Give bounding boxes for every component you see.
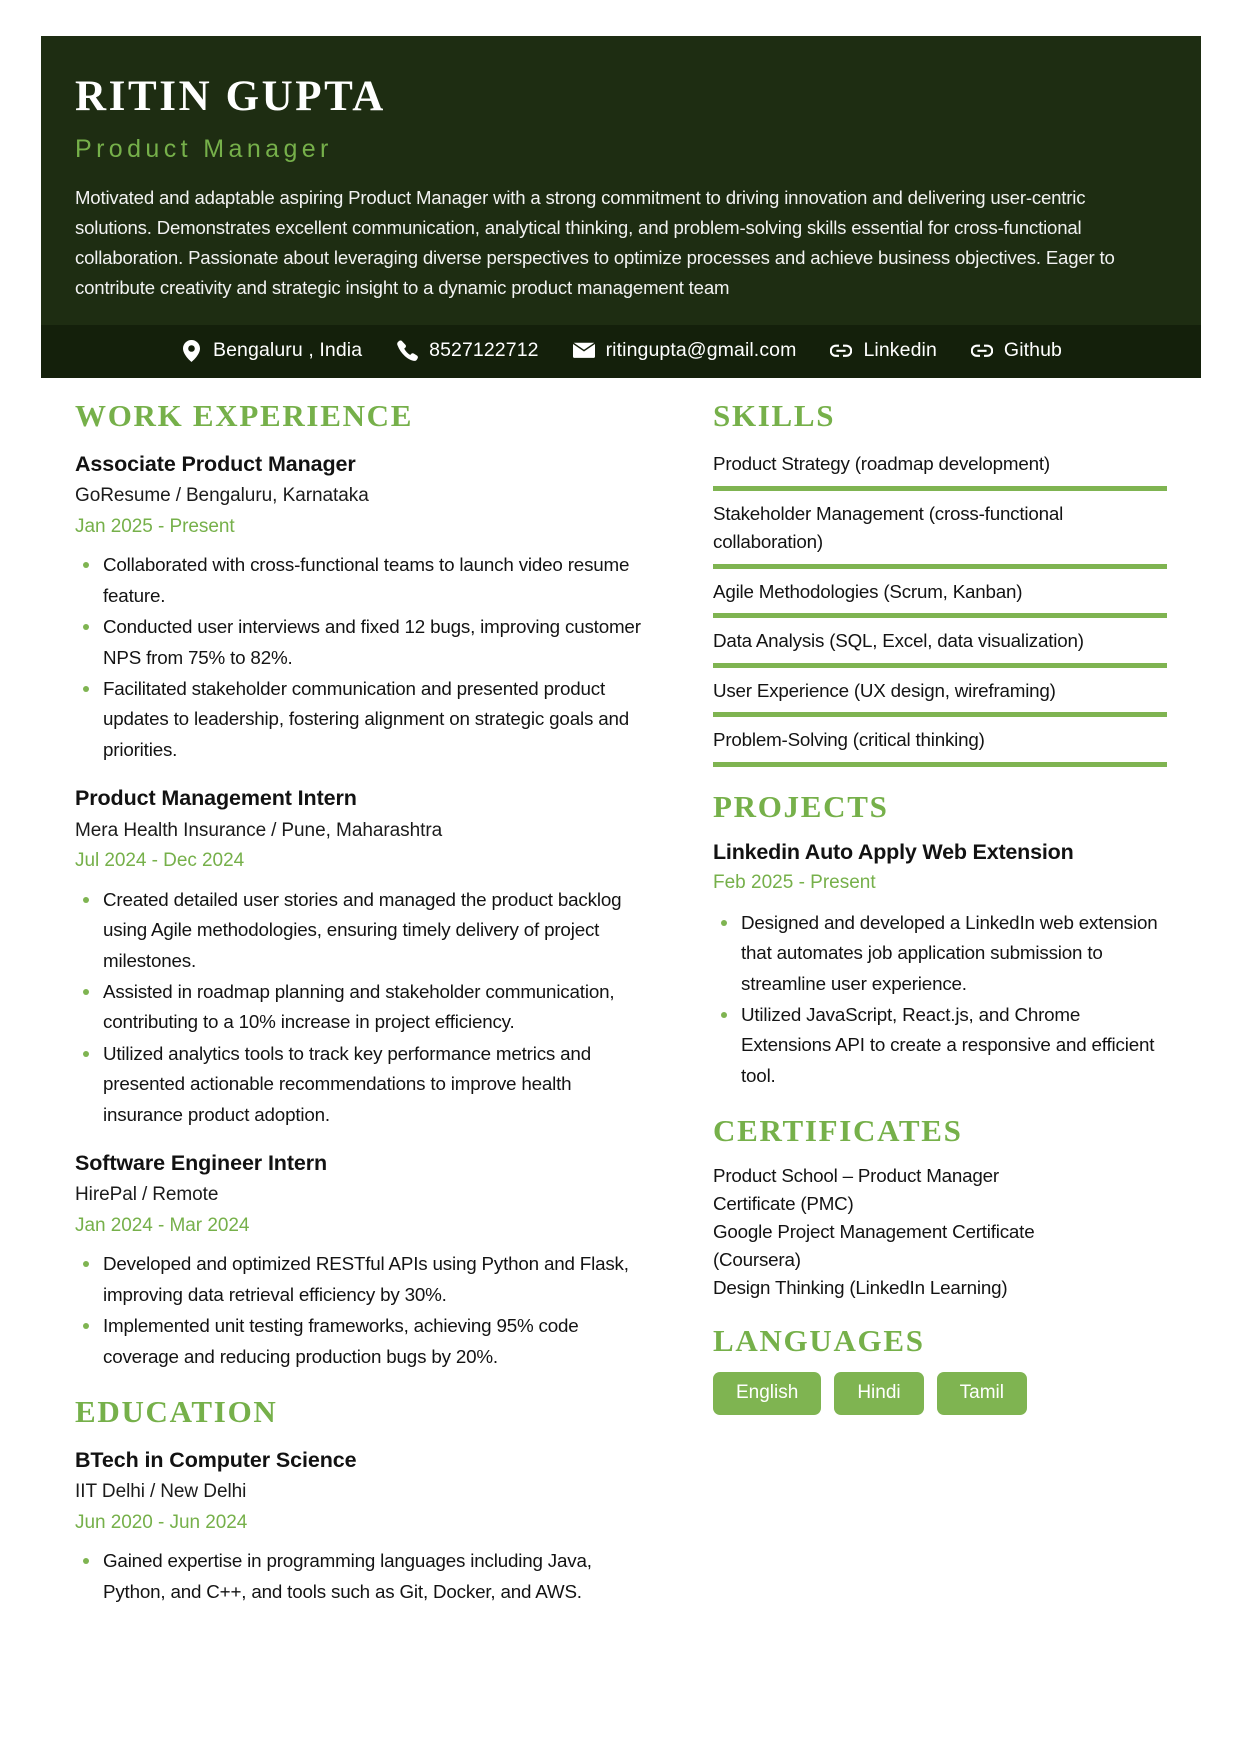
language-chip: Tamil bbox=[937, 1372, 1027, 1415]
section-heading-work-experience: WORK EXPERIENCE bbox=[75, 398, 414, 433]
list-item: Facilitated stakeholder communication and presented product updates to leadership, fostering alignment on strategic goals and priorities. bbox=[75, 674, 647, 765]
skill-level-bar bbox=[713, 486, 1167, 491]
header-content bbox=[41, 36, 1201, 325]
location-pin-icon bbox=[180, 340, 202, 362]
resume-header bbox=[41, 36, 1201, 378]
list-item: Conducted user interviews and fixed 12 bugs, improving customer NPS from 75% to 82%. bbox=[75, 612, 647, 673]
language-chip: Hindi bbox=[834, 1372, 923, 1415]
skill-item bbox=[713, 627, 1167, 668]
work-entry-date: Jul 2024 - Dec 2024 bbox=[75, 850, 245, 872]
education-entry-school: IIT Delhi bbox=[75, 1481, 145, 1503]
education-entry-bullets bbox=[75, 1546, 647, 1607]
contact-location[interactable] bbox=[163, 339, 379, 362]
skill-level-bar bbox=[713, 712, 1167, 717]
contact-location-text: Bengaluru , India bbox=[213, 339, 363, 362]
certificate-line: Product School – Product Manager bbox=[713, 1165, 999, 1187]
certificate-line: Certificate (PMC) bbox=[713, 1193, 854, 1215]
page-title: RITIN GUPTA bbox=[75, 73, 386, 120]
work-entry-company: HirePal bbox=[75, 1184, 137, 1206]
work-entry-location: Bengaluru, Karnataka bbox=[185, 485, 369, 507]
section-heading-skills: SKILLS bbox=[713, 398, 836, 433]
languages-section bbox=[713, 1323, 1167, 1415]
skill-label: Product Strategy (roadmap development) bbox=[713, 453, 1050, 474]
education-section bbox=[75, 1394, 647, 1607]
skill-label: Problem-Solving (critical thinking) bbox=[713, 729, 985, 751]
list-item: Gained expertise in programming languages including Java, Python, and C++, and tools such as Git, Docker, and AWS. bbox=[75, 1546, 647, 1607]
education-entry-org bbox=[75, 1478, 647, 1507]
contact-linkedin-text: Linkedin bbox=[863, 339, 937, 362]
contact-github-text: Github bbox=[1003, 339, 1062, 362]
skill-label: Data Analysis (SQL, Excel, data visualization) bbox=[713, 630, 1084, 652]
job-title: Product Manager bbox=[75, 135, 333, 164]
certificate-line: (Coursera) bbox=[713, 1248, 801, 1270]
project-bullets bbox=[713, 908, 1167, 1092]
project-entry bbox=[713, 838, 1167, 1091]
section-heading-education: EDUCATION bbox=[75, 1394, 278, 1430]
work-experience-section bbox=[75, 398, 647, 1372]
phone-icon bbox=[396, 340, 418, 362]
list-item: Implemented unit testing frameworks, achieving 95% code coverage and reducing production bugs by 20%. bbox=[75, 1311, 647, 1372]
left-column bbox=[41, 398, 681, 1629]
list-item: Created detailed user stories and managed the product backlog using Agile methodologies, ensuring timely delivery of project milestones. bbox=[75, 885, 647, 976]
list-item: Designed and developed a LinkedIn web extension that automates job application submission to streamline user experience. bbox=[713, 908, 1167, 999]
language-chip: English bbox=[713, 1372, 821, 1415]
skill-item bbox=[713, 578, 1167, 619]
skill-item bbox=[713, 450, 1167, 491]
profile-summary: Motivated and adaptable aspiring Product Manager with a strong commitment to driving innovation and delivering user-centric solutions. Demonstrates excellent communication, analytical thinking, and problem-solving skills essential for cross-functional collaboration. Passionate about leveraging diverse perspectives to optimize processes and achieve business objectives. Eager to contribute creativity and strategic insight to a dynamic product management team bbox=[75, 186, 1115, 299]
work-entry bbox=[75, 784, 647, 1130]
certificate-line: Design Thinking (LinkedIn Learning) bbox=[713, 1276, 1008, 1298]
work-entry-bullets bbox=[75, 550, 647, 765]
work-entry-title: Associate Product Manager bbox=[75, 452, 356, 476]
separator: / bbox=[271, 819, 277, 841]
contact-bar bbox=[41, 325, 1201, 378]
link-icon bbox=[971, 340, 993, 362]
work-entry-bullets bbox=[75, 885, 647, 1131]
list-item: Collaborated with cross-functional teams to launch video resume feature. bbox=[75, 550, 647, 611]
skills-section bbox=[713, 398, 1167, 767]
education-entry-location: New Delhi bbox=[160, 1481, 247, 1503]
work-entry-org bbox=[75, 482, 647, 511]
work-entry-location: Remote bbox=[152, 1184, 219, 1206]
work-entry-title: Software Engineer Intern bbox=[75, 1151, 328, 1176]
section-heading-certificates: CERTIFICATES bbox=[713, 1113, 963, 1149]
contact-github[interactable] bbox=[954, 339, 1079, 362]
project-date: Feb 2025 - Present bbox=[713, 872, 876, 894]
certificates-section bbox=[713, 1113, 1167, 1301]
section-heading-languages: LANGUAGES bbox=[713, 1323, 925, 1359]
work-entry-location: Pune, Maharashtra bbox=[281, 819, 443, 841]
skill-item bbox=[713, 677, 1167, 718]
contact-phone[interactable] bbox=[379, 339, 555, 362]
work-entry-bullets bbox=[75, 1249, 647, 1372]
section-heading-projects: PROJECTS bbox=[713, 788, 889, 824]
contact-email[interactable] bbox=[556, 339, 814, 362]
work-entry-org bbox=[75, 1181, 647, 1210]
project-title: Linkedin Auto Apply Web Extension bbox=[713, 839, 1074, 864]
work-entry-title: Product Management Intern bbox=[75, 786, 357, 811]
skill-level-bar bbox=[713, 613, 1167, 618]
list-item: Utilized analytics tools to track key performance metrics and presented actionable recommendations to improve health insurance product adoption. bbox=[75, 1039, 647, 1130]
education-entry-date: Jun 2020 - Jun 2024 bbox=[75, 1511, 248, 1533]
certificate-line: Google Project Management Certificate bbox=[713, 1220, 1035, 1242]
separator: / bbox=[149, 1481, 156, 1503]
education-entry bbox=[75, 1446, 647, 1607]
skill-label: Agile Methodologies (Scrum, Kanban) bbox=[713, 580, 1023, 602]
work-entry-org bbox=[75, 817, 647, 846]
language-chip-row bbox=[713, 1372, 1167, 1415]
skill-label: User Experience (UX design, wireframing) bbox=[713, 679, 1056, 701]
right-column bbox=[681, 398, 1201, 1437]
contact-linkedin[interactable] bbox=[813, 339, 953, 362]
list-item: Utilized JavaScript, React.js, and Chrome Extensions API to create a responsive and efficient tool. bbox=[713, 1000, 1167, 1091]
contact-phone-text: 8527122712 bbox=[429, 339, 539, 362]
work-entry-company: GoResume bbox=[75, 485, 171, 507]
resume-body bbox=[41, 398, 1201, 1629]
work-entry bbox=[75, 1149, 647, 1372]
skill-item bbox=[713, 726, 1167, 767]
list-item: Assisted in roadmap planning and stakeholder communication, contributing to a 10% increase in project efficiency. bbox=[75, 977, 647, 1038]
skill-level-bar bbox=[713, 564, 1167, 569]
projects-section bbox=[713, 789, 1167, 1091]
work-entry bbox=[75, 450, 647, 765]
envelope-icon bbox=[573, 340, 595, 362]
separator: / bbox=[141, 1184, 148, 1206]
contact-email-text: ritingupta@gmail.com bbox=[605, 339, 797, 362]
skill-label: Stakeholder Management (cross-functional collaboration) bbox=[713, 502, 1064, 553]
work-entry-date: Jan 2024 - Mar 2024 bbox=[75, 1214, 250, 1236]
education-entry-title: BTech in Computer Science bbox=[75, 1448, 357, 1473]
skill-item bbox=[713, 500, 1167, 569]
skill-level-bar bbox=[713, 762, 1167, 767]
list-item: Developed and optimized RESTful APIs using Python and Flask, improving data retrieval efficiency by 30%. bbox=[75, 1249, 647, 1310]
work-entry-date: Jan 2025 - Present bbox=[75, 515, 235, 537]
link-icon bbox=[830, 340, 852, 362]
separator: / bbox=[175, 485, 181, 507]
work-entry-company: Mera Health Insurance bbox=[75, 819, 267, 841]
skill-level-bar bbox=[713, 663, 1167, 668]
